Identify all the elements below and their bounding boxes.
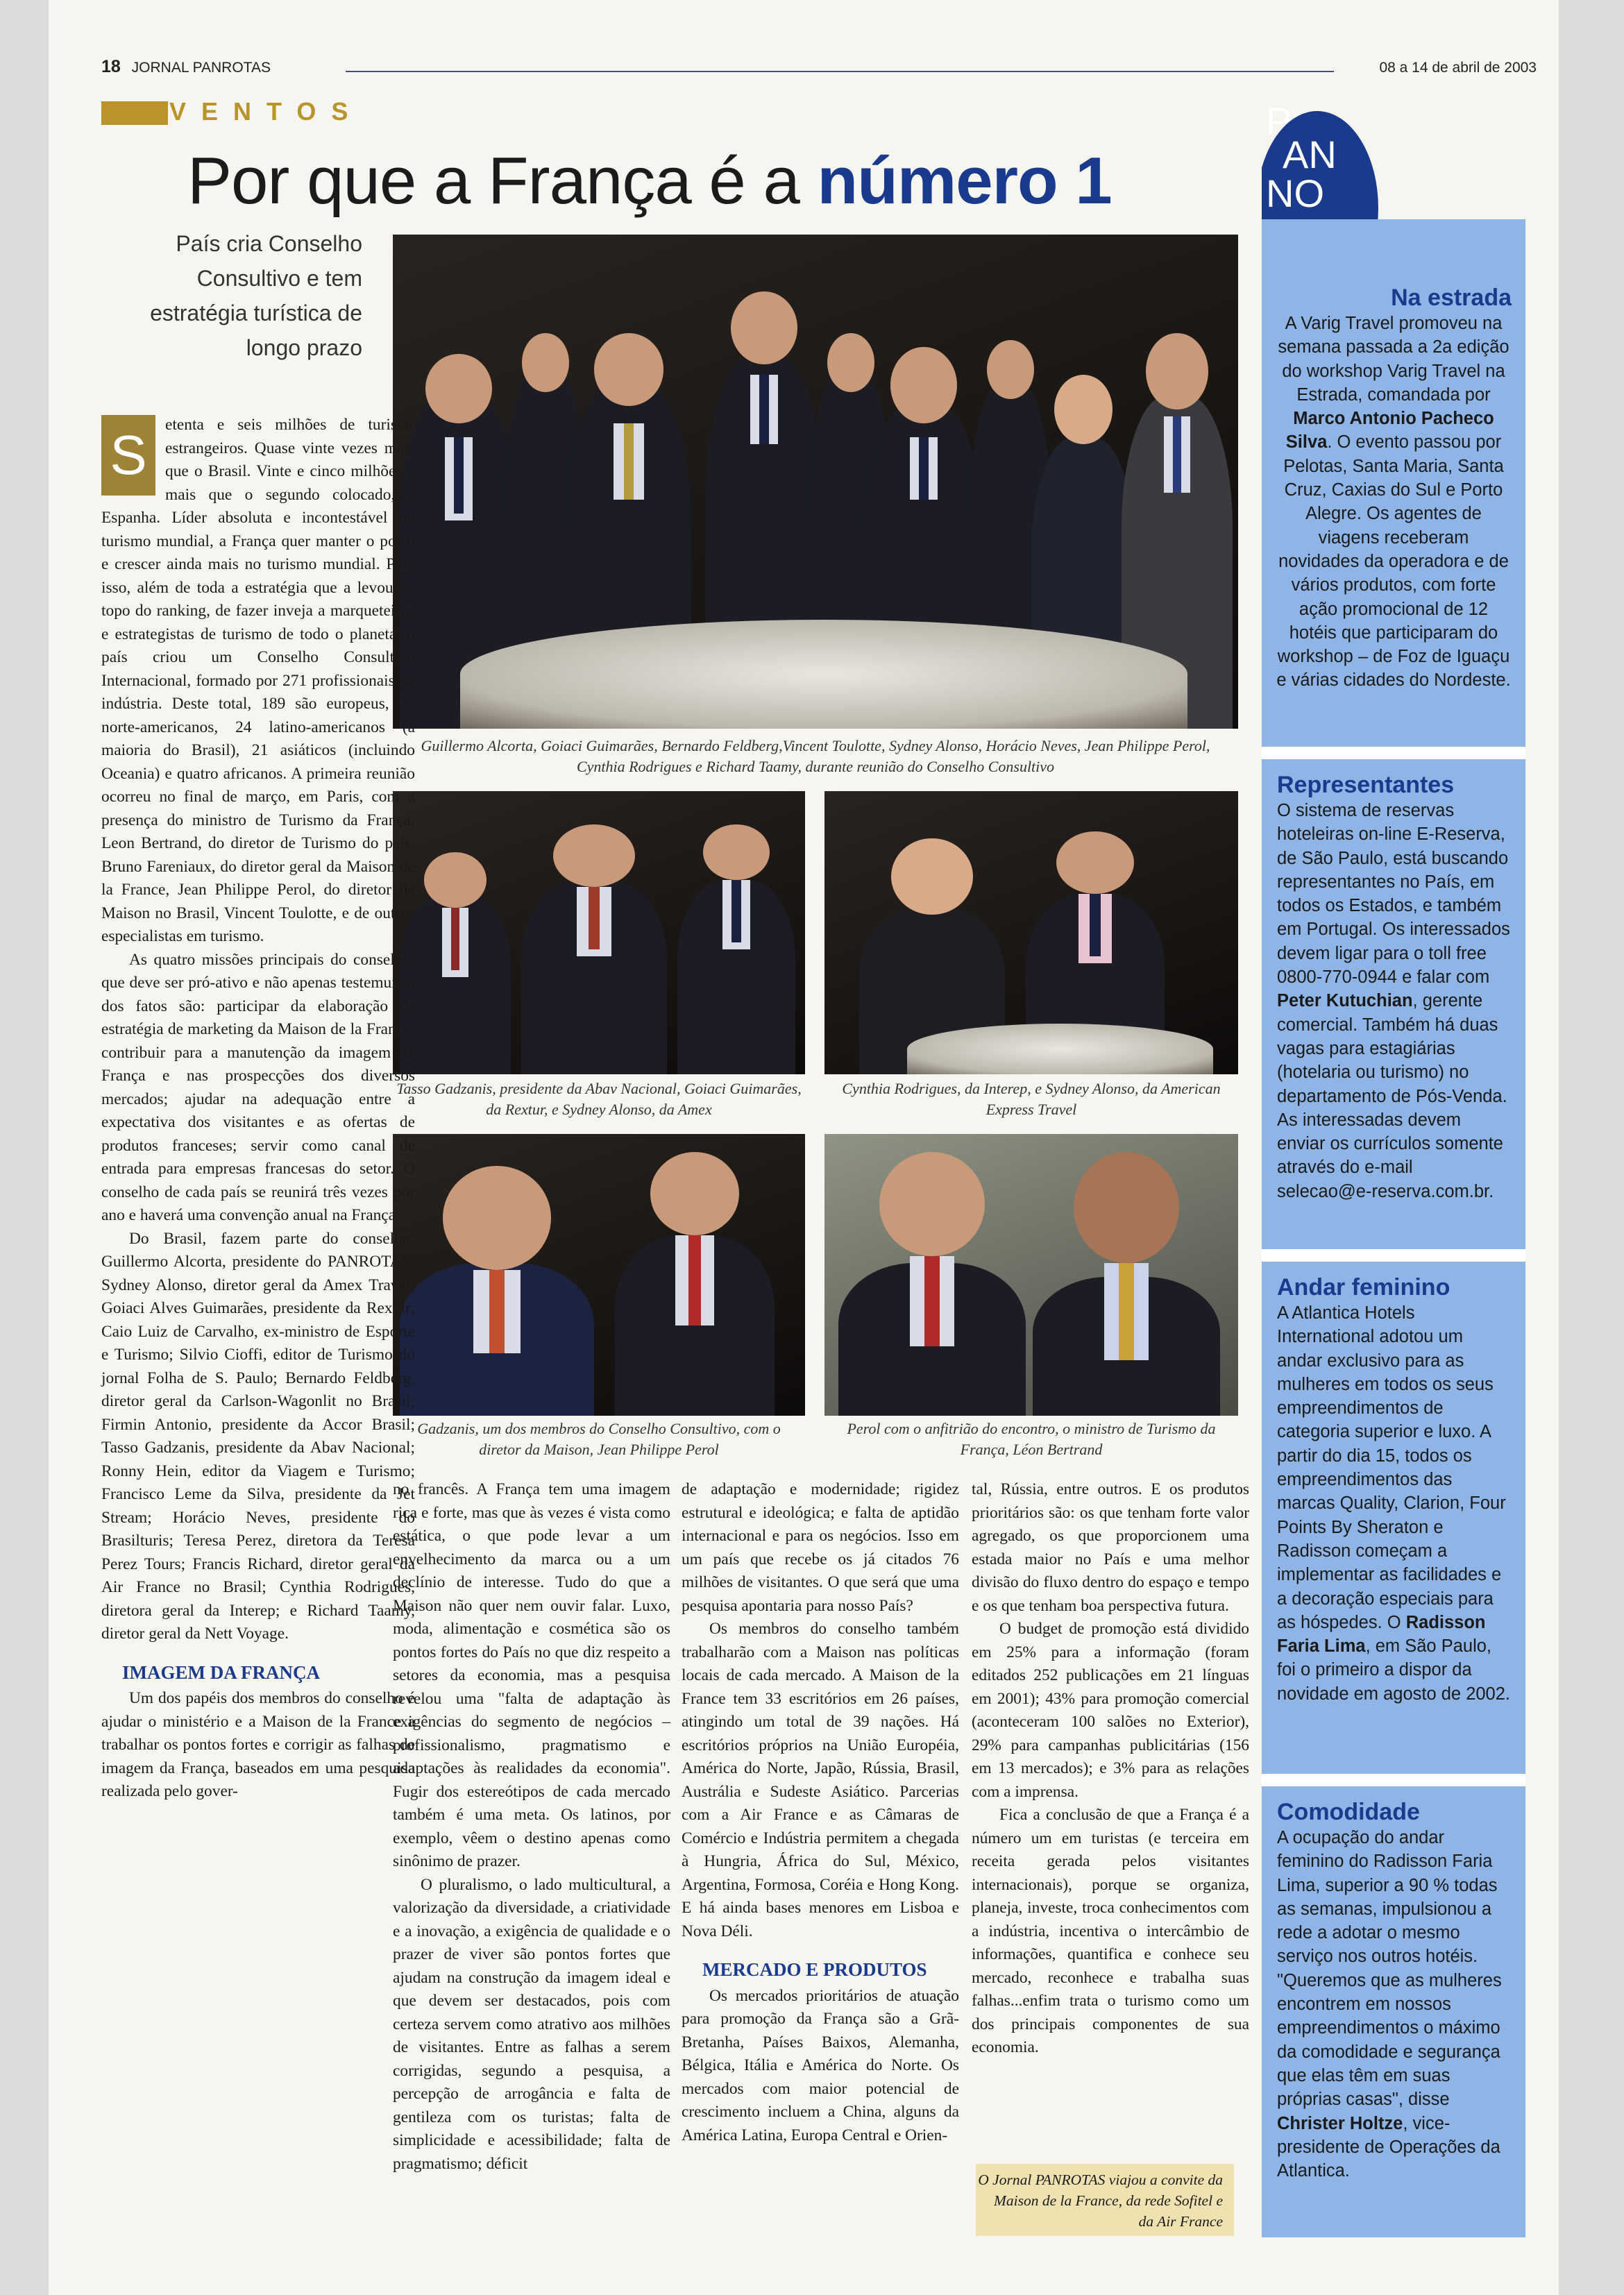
article-paragraph: As quatro missões principais do conselho, que deve ser pró-ativo e não apenas testemunha dos fatos são: participar da elaboração da estratégia de marketing da Maison de la France; contribuir para a manutenção da imagem da França e nas prospecções dos diversos mercados; ajudar na adequação entre a expectativa dos visitantes e as ofertas de produtos franceses; servir como canal de entrada para empresas francesas do setor. O conselho de cada país se reunirá três vezes por ano e haverá uma convenção anual na França. (101, 950, 415, 1224)
photo-mid-left (393, 791, 805, 1074)
person-figure (838, 1138, 1026, 1416)
svg-text:AN: AN (1283, 133, 1337, 176)
person-figure (1033, 1138, 1220, 1416)
headline-emphasis: número 1 (817, 144, 1112, 218)
issue-date: 08 a 14 de abril de 2003 (1379, 60, 1537, 76)
photo-mid-right (824, 791, 1238, 1074)
svg-text:NO: NO (1266, 171, 1324, 215)
article-paragraph: S etenta e seis milhões de turistas estrangeiros. Quase vinte vezes mais que o Brasil. Vinte e cinco milhões a mais que o segundo colocado, a Espanha. Líder absoluta e incontestável no turismo mundial, a França quer manter o posto e crescer ainda mais no turismo mundial. Para isso, além de toda a estratégia que a levou ao topo do ranking, de fazer inveja a marqueteiros e estrategistas de turismo de todo o planeta, o país criou um Conselho Consultivo Internacional, formado por 271 profissionais da indústria. Deste total, 189 são europeus, 33 norte-americanos, 24 latino-americanos (a maioria do Brasil), 21 asiáticos (incluindo Oceania) e quatro africanos. A primeira reunião ocorreu no final de março, em Paris, com a presença do ministro de Turismo da França, Leon Bertrand, do diretor de Turismo do país, Bruno Fareniaux, do diretor geral da Maison de la France, Jean Philippe Perol, do diretor da Maison no Brasil, Vincent Toulotte, e de outros especialistas em turismo. (101, 416, 415, 945)
photo-low-left-caption: Gadzanis, um dos membros do Conselho Consultivo, com o diretor da Maison, Jean Philippe Perol (417, 1420, 781, 1458)
article-column-2 (393, 1478, 670, 2176)
article-paragraph: de adaptação e modernidade; rigidez estrutural e ideológica; e falta de aptidão internacional e para os negócios. Isso em um país que recebe os já citados 76 milhões de visitantes. O que será que uma pesquisa apontaria para nosso País? (682, 1480, 959, 1615)
article-paragraph: O pluralismo, o lado multicultural, a valorização da diversidade, a criatividade e a inovação, a exigência de qualidade e o prazer de viver são pontos fortes que ajudam na construção da imagem ideal e que devem ser destacados, pois com certeza servem como atrativo aos milhões de visitantes. Entre as falhas a serem corrigidas, segundo a pesquisa, a percepção de arrogância e falta de gentileza com os turistas; falta de simplicidade e acessibilidade; falta de pragmatismo; déficit (393, 1875, 670, 2173)
deck: País cria Conselho Consultivo e tem estratégia turística de longo prazo (150, 231, 362, 360)
article-paragraph: Do Brasil, fazem parte do conselho: Guillermo Alcorta, presidente do PANROTAS; Sydney Alonso, diretor geral da Amex Travel; Goiaci Alves Guimarães, presidente da Rextur; Caio Luiz de Carvalho, ex-ministro de Esporte e Turismo; Silvio Cioffi, editor de Turismo do jornal Folha de S. Paulo; Bernardo Feldberg, diretor geral da Carlson-Wagonlit no Brasil; Firmin Antonio, presidente da Accor Brasil; Tasso Gadzanis, presidente da Abav Nacional; Ronny Hein, editor da Viagem e Turismo; Francisco Leme da Silva, presidente da Jet Stream; Horácio Neves, presidente do Brasilturis; Teresa Perez, diretora da Teresa Perez Tours; Francis Richard, diretor geral da Air France no Brasil; Cynthia Rodrigues, diretora geral da Interep; e Richard Taamy, diretor geral da Nett Voyage. (101, 1229, 415, 1643)
dinner-table (460, 620, 1187, 729)
article-paragraph: no francês. A França tem uma imagem rica e forte, mas que às vezes é vista como estática, o que pode levar a um envelhecimento da marca ou a um declínio de interesse. Tudo do que a Maison não quer nem ouvir falar. Luxo, moda, alimentação e cosmética são os pontos fortes do País no que diz respeito a setores da economia, mas a pesquisa revelou uma "falta de adaptação às exigências do segmento de negócios – profissionalismo, pragmatismo e adaptações às realidades da economia". Fugir dos estereótipos de cada mercado também é uma meta. Os latinos, por exemplo, vêem o destino apenas como sinônimo de prazer. (393, 1480, 670, 1870)
section-title: EVENTOS (137, 97, 364, 126)
headline (187, 143, 1112, 219)
note-andar-feminino (1262, 1262, 1525, 1774)
person-figure (400, 824, 511, 1074)
dinner-table (907, 1024, 1213, 1074)
headline-plain: Por que a França é a (187, 144, 800, 218)
article-paragraph: tal, Rússia, entre outros. E os produtos prioritários são: os que tenham forte valor agregado, os que proporcionem uma estada maior no País e uma melhor divisão do fluxo dentro do espaço e tempo e os que tenham boa perspectiva futura. (972, 1480, 1249, 1615)
note-text: A Atlantica Hotels International adotou um andar exclusivo para as mulheres em todos os seus empreendimentos de categoria superior e luxo. A partir do dia 15, todos os empreendimentos das marcas Quality, Clarion, Four Points By Sheraton e Radisson começam a implementar as facilidades e a decoração especiais para as hóspedes. O Radisson Faria Lima, em São Paulo, foi o primeiro a dispor da novidade em agosto de 2002. (1277, 1303, 1511, 1704)
newspaper-page (49, 0, 1559, 2295)
article-column-4 (972, 1478, 1249, 2060)
page-number: 18 (101, 57, 121, 76)
note-na-estrada (1262, 219, 1525, 747)
person-figure (521, 811, 667, 1074)
note-text: O sistema de reservas hoteleiras on-line E-Reserva, de São Paulo, está buscando representantes no País, em todos os Estados, e também em Portugal. Os interessados devem ligar para o toll free 0800-770-0944 e falar com Peter Kutuchian, gerente comercial. Também há duas vagas para estagiárias (hotelaria ou turismo) no departamento de Pós-Venda. As interessadas devem enviar os currículos somente através do e-mail selecao@e-reserva.com.br. (1277, 801, 1510, 1201)
photo-low-right (824, 1134, 1238, 1416)
article-paragraph: Fica a conclusão de que a França é a número um em turistas (e terceira em receita gerada pelos visitantes internacionais), porque se organiza, planeja, investe, troca conhecimentos com a indústria, incentiva o intercâmbio de informações, quantifica e conhece seu mercado, reconhece e trabalha suas falhas...enfim trata o turismo como um dos principais componentes de sua economia. (972, 1806, 1249, 2056)
article-paragraph: Os mercados prioritários de atuação para promoção da França são a Grã-Bretanha, Países Baixos, Alemanha, Bélgica, Itália e América do Norte. Os mercados com maior potencial de crescimento incluem a China, alguns da América Latina, Europa Central e Orien- (682, 1986, 959, 2144)
drop-cap: S (101, 415, 155, 496)
article-column-3 (682, 1478, 959, 2147)
person-figure (615, 1138, 775, 1416)
main-photo (393, 235, 1238, 729)
subhead-imagem: IMAGEM DA FRANÇA (122, 1661, 320, 1683)
travel-credit: O Jornal PANROTAS viajou a convite da Maison de la France, da rede Sofitel e da Air France (976, 2164, 1234, 2236)
sidebar-notes (1262, 219, 1525, 2236)
photo-mid-left-caption: Tasso Gadzanis, presidente da Abav Nacional, Goiaci Guimarães, da Rextur, e Sydney Alonso, da Amex (396, 1080, 802, 1118)
note-title: Comodidade (1277, 1799, 1420, 1825)
note-comodidade (1262, 1786, 1525, 2237)
photo-low-right-caption: Perol com o anfitrião do encontro, o ministro de Turismo da França, Léon Bertrand (847, 1420, 1216, 1458)
note-text: A Varig Travel promoveu na semana passada a 2a edição do workshop Varig Travel na Estrada, comandada por Marco Antonio Pacheco Silva. O evento passou por Pelotas, Santa Maria, Santa Cruz, Caxias do Sul e Porto Alegre. Os agentes de viagens receberam novidades da operadora e de vários produtos, com forte ação promocional de 12 hotéis que participaram do workshop – de Foz de Iguaçu e várias cidades do Nordeste. (1276, 314, 1511, 691)
person-figure (400, 1145, 594, 1416)
article-paragraph: Os membros do conselho também trabalharão com a Maison nas políticas locais de cada mercado. A Maison de la France tem 33 escritórios em 26 países, atingindo um total de 39 nações. Há escritórios próprios na União Européia, América do Norte, Japão, Rússia, Brasil, Austrália e Sudeste Asiático. Parcerias com a Air France e as Câmaras de Comércio e Indústria permitem a chegada à Hungria, África do Sul, México, Argentina, Formosa, Coréia e Hong Kong. E há ainda bases menores em Lisboa e Nova Déli. (682, 1620, 959, 1940)
page-header (101, 57, 1537, 81)
subhead-mercado: MERCADO E PRODUTOS (702, 1959, 927, 1980)
note-representantes (1262, 759, 1525, 1249)
note-title: Representantes (1277, 772, 1455, 798)
photo-mid-right-caption: Cynthia Rodrigues, da Interep, e Sydney Alonso, da American Express Travel (842, 1080, 1221, 1118)
note-title: Andar feminino (1277, 1274, 1450, 1301)
photo-low-left (393, 1134, 805, 1416)
note-title: Na estrada (1391, 285, 1512, 311)
person-figure (677, 811, 795, 1074)
publication-name: JORNAL PANROTAS (131, 60, 271, 76)
article-paragraph: O budget de promoção está dividido em 25% para a informação (foram editados 252 publicações em 21 línguas em 2001); 43% para promoção comercial (aconteceram 100 salões no Exterior), 29% para campanhas publicitárias (156 em 13 mercados); e 3% para as relações com a imprensa. (972, 1620, 1249, 1801)
svg-text:P: P (1266, 104, 1292, 143)
note-text: A ocupação do andar feminino do Radisson Faria Lima, superior a 90 % todas as semanas, impulsionou a rede a adotar o mesmo serviço nos outros hotéis. "Queremos que as mulheres encontrem em nossos empreendimentos o máximo da comodidade e segurança que elas têm em suas próprias casas", disse Christer Holtze, vice-presidente de Operações da Atlantica. (1277, 1828, 1502, 2181)
section-label (101, 97, 399, 124)
article-paragraph: Um dos papéis dos membros do conselho é ajudar o ministério e a Maison de la France a trabalhar os pontos fortes e corrigir as falhas de imagem da França, baseados em uma pesquisa realizada pelo gover- (101, 1689, 415, 1800)
header-rule (346, 71, 1334, 72)
main-photo-caption: Guillermo Alcorta, Goiaci Guimarães, Bernardo Feldberg,Vincent Toulotte, Sydney Alonso, Horácio Neves, Jean Philippe Perol, Cynthia Rodrigues e Richard Taamy, durante reunião do Conselho Consultivo (421, 737, 1210, 775)
article-column-1 (101, 414, 415, 1804)
